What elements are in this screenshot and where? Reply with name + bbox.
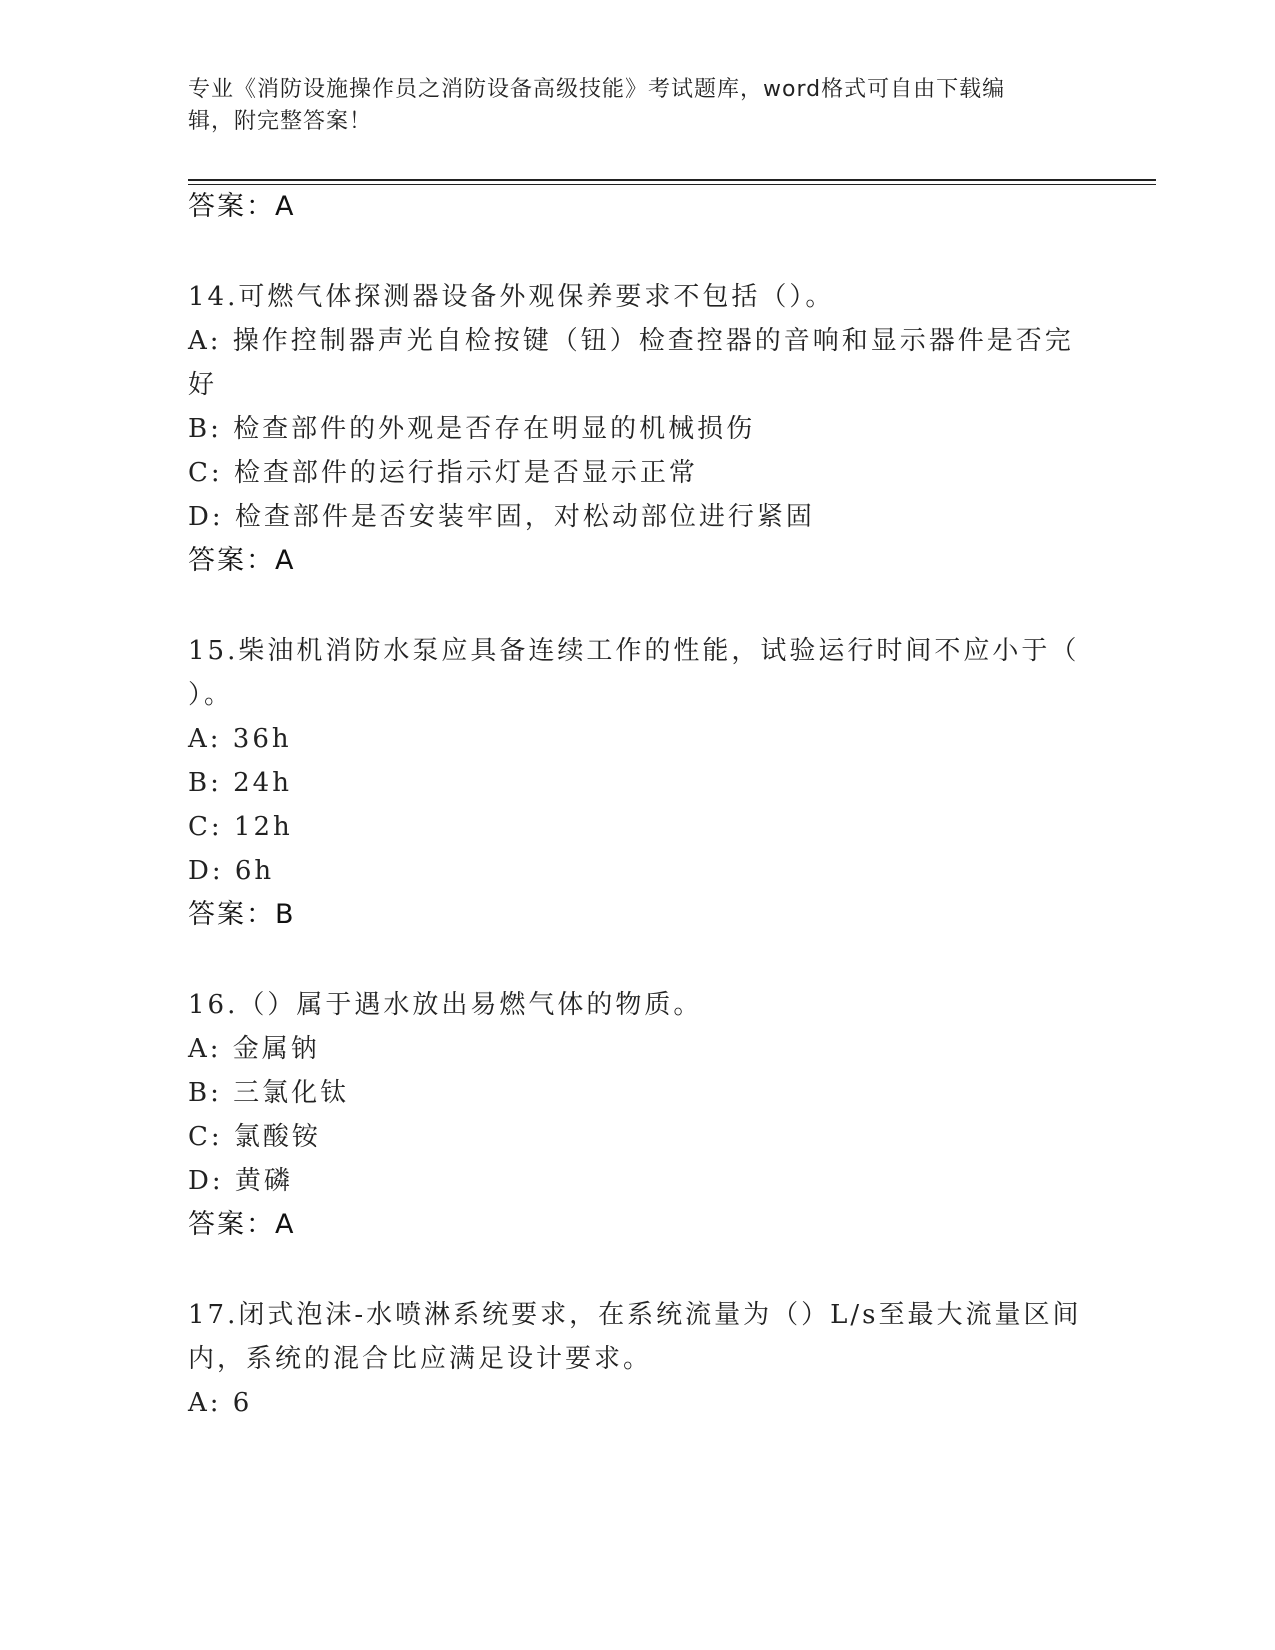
question-15-option-c: C: 12h — [188, 812, 293, 842]
question-14-option-a: A: 操作控制器声光自检按键（钮）检查控器的音响和显示器件是否完 — [188, 326, 1074, 356]
question-14-option-a-cont: 好 — [188, 370, 218, 400]
question-16-option-c: C: 氯酸铵 — [188, 1122, 321, 1152]
question-16-option-a: A: 金属钠 — [188, 1034, 320, 1064]
question-16-option-b: B: 三氯化钛 — [188, 1078, 350, 1108]
question-14-option-c: C: 检查部件的运行指示灯是否显示正常 — [188, 458, 698, 488]
header-divider — [188, 179, 1156, 181]
question-15-option-b: B: 24h — [188, 768, 292, 798]
question-16-option-d: D: 黄磷 — [188, 1166, 293, 1196]
question-17-stem: 17.闭式泡沫-水喷淋系统要求，在系统流量为（）L/s至最大流量区间 — [188, 1300, 1082, 1330]
header-line-1: 专业《消防设施操作员之消防设备高级技能》考试题库，word格式可自由下载编 — [188, 77, 1006, 102]
header-divider-thin — [188, 184, 1156, 185]
question-17-option-a: A: 6 — [188, 1388, 253, 1418]
question-14-option-d: D: 检查部件是否安装牢固，对松动部位进行紧固 — [188, 502, 815, 532]
question-14-answer: 答案：A — [188, 545, 296, 576]
question-15-option-d: D: 6h — [188, 856, 275, 886]
question-16-answer: 答案：A — [188, 1209, 296, 1240]
question-14-stem: 14.可燃气体探测器设备外观保养要求不包括（）。 — [188, 282, 835, 312]
question-15-option-a: A: 36h — [188, 724, 292, 754]
page-header — [188, 74, 1068, 138]
question-15-stem-cont: ）。 — [188, 680, 234, 710]
answer-top: 答案：A — [188, 191, 296, 222]
question-15-answer: 答案：B — [188, 899, 296, 930]
question-17-stem-cont: 内，系统的混合比应满足设计要求。 — [188, 1344, 653, 1374]
question-15-stem: 15.柴油机消防水泵应具备连续工作的性能，试验运行时间不应小于（ — [188, 636, 1080, 666]
question-16-stem: 16.（）属于遇水放出易燃气体的物质。 — [188, 990, 703, 1020]
header-line-2: 辑，附完整答案！ — [188, 109, 373, 134]
question-14-option-b: B: 检查部件的外观是否存在明显的机械损伤 — [188, 414, 756, 444]
